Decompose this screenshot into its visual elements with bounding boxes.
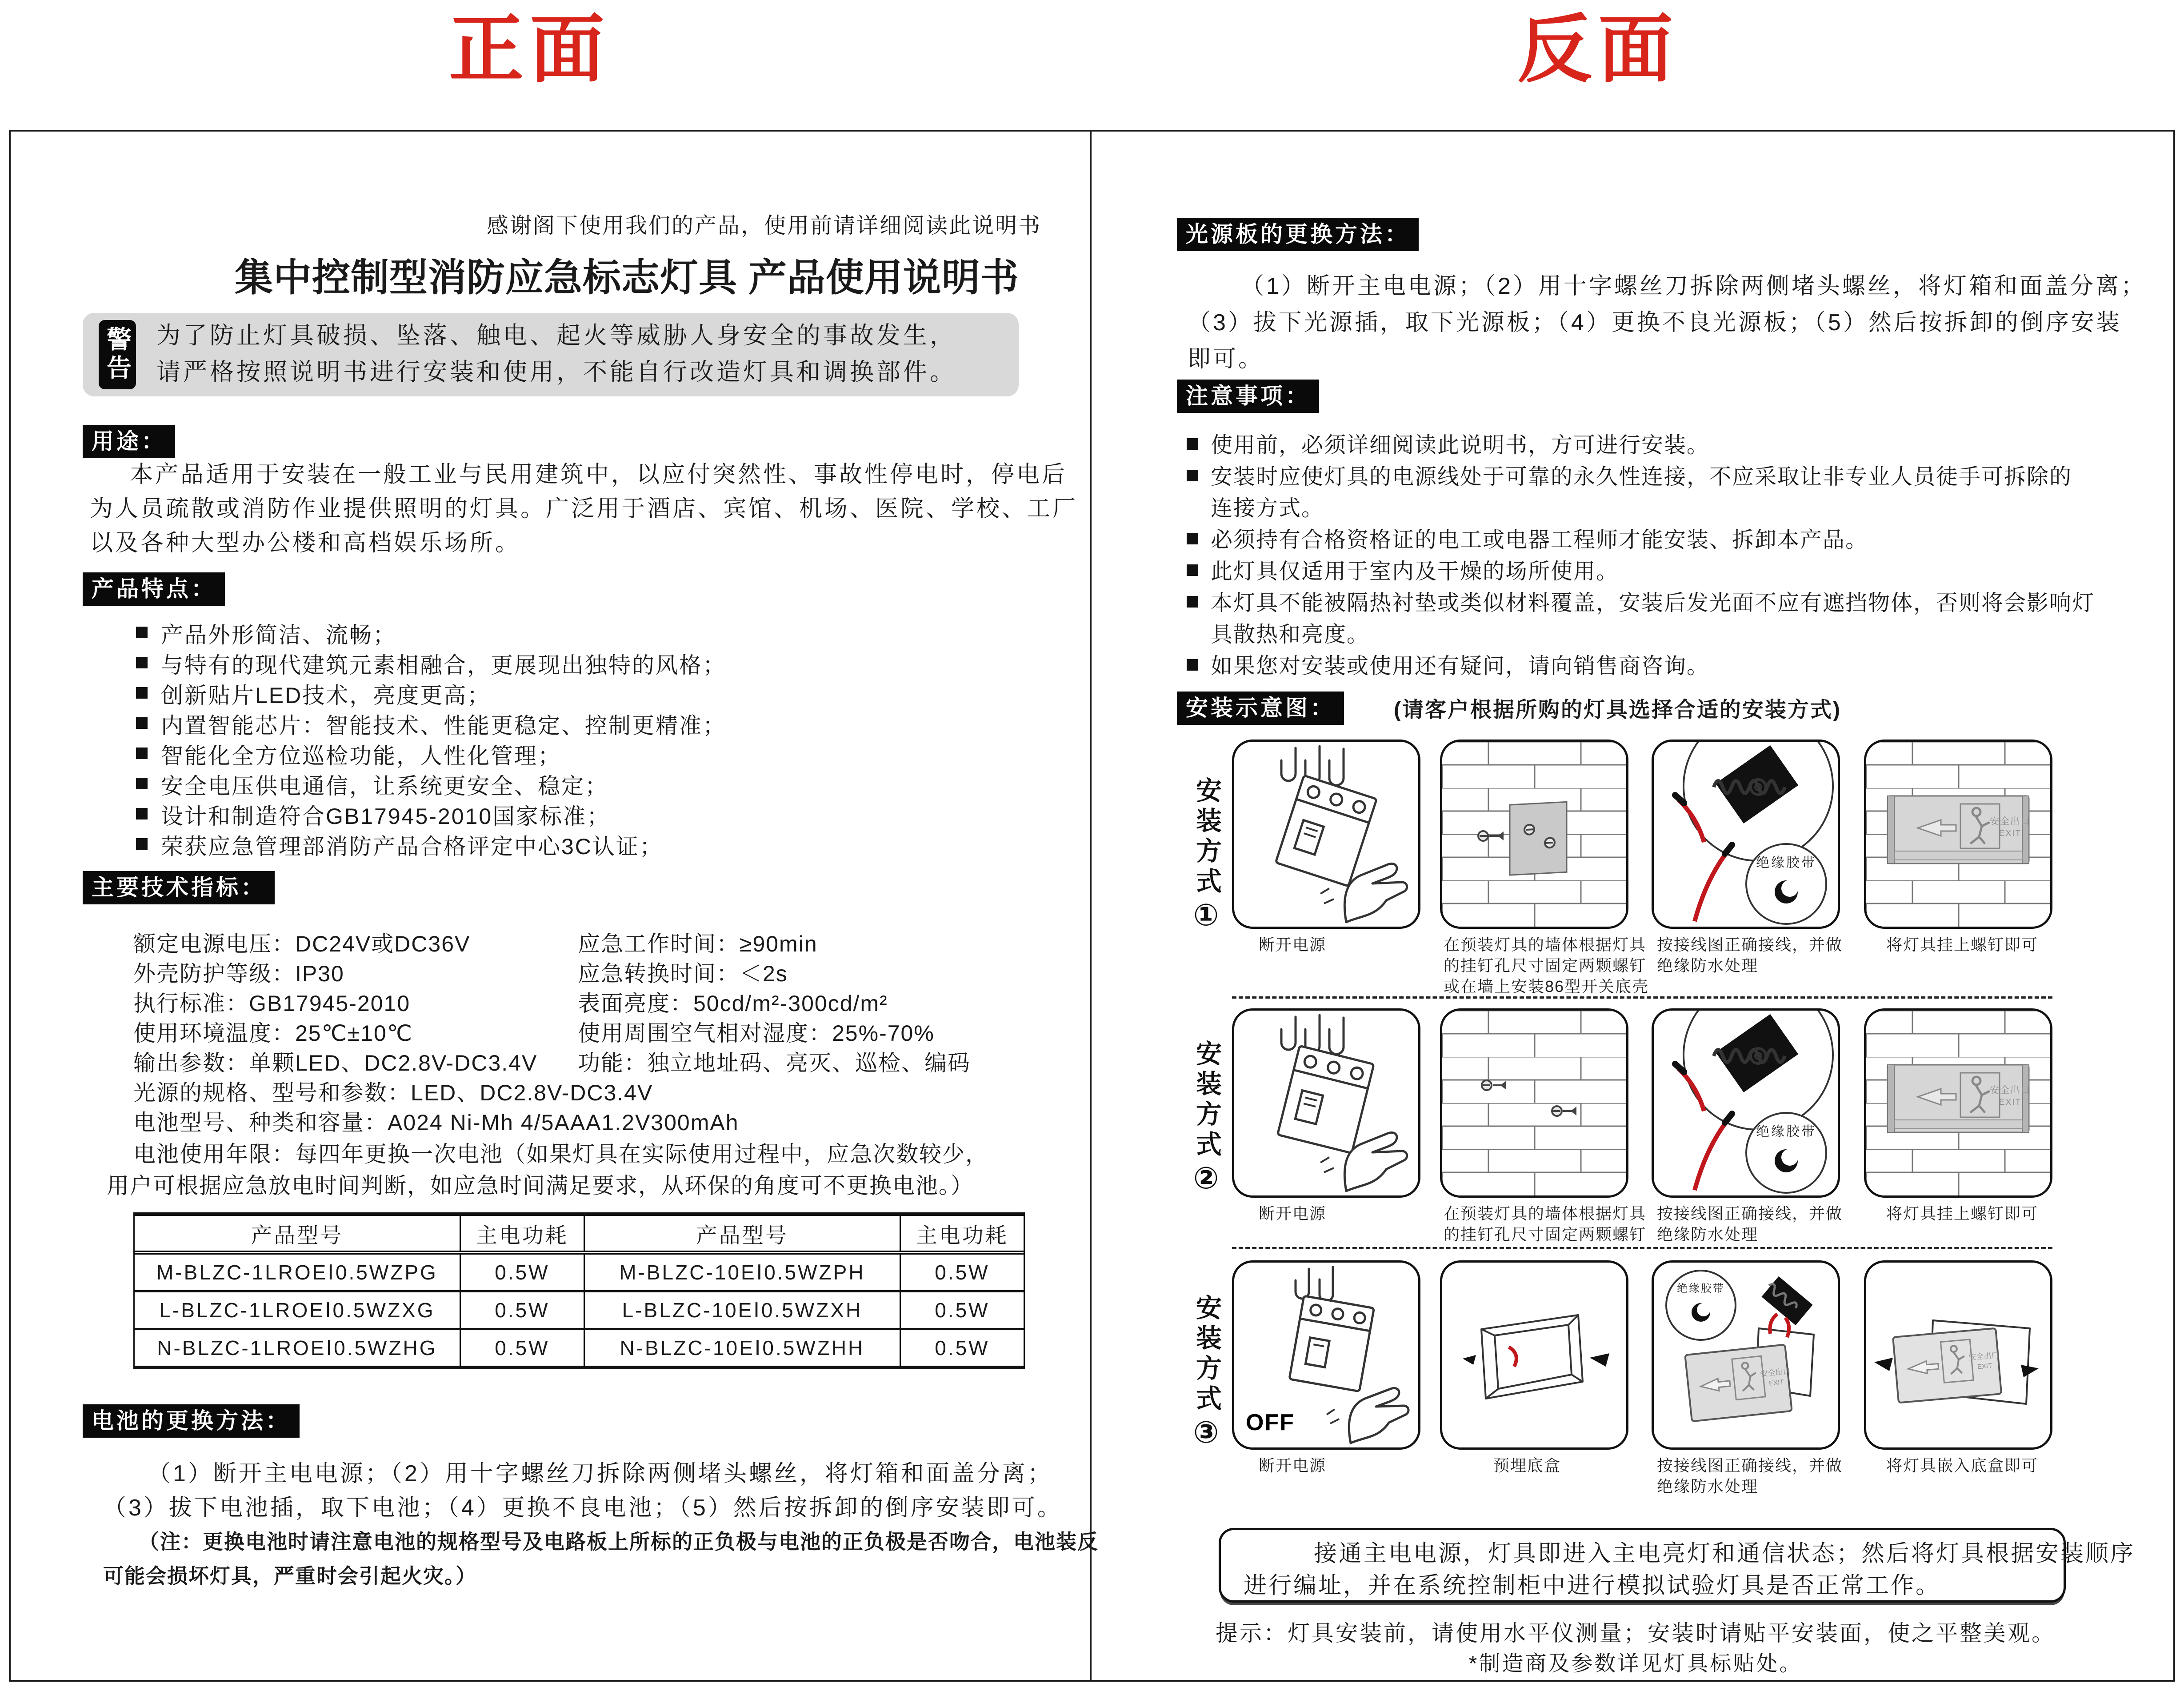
manual-title: 集中控制型消防应急标志灯具 产品使用说明书 [235,256,1019,299]
table-cell: 0.5W [460,1292,584,1328]
bullet-square-icon [136,748,148,759]
panel-caption: 的挂钉孔尺寸固定两颗螺钉 [1444,956,1647,975]
warning-icon: 警告 [99,320,136,389]
section-label-specs: 主要技术指标： [83,871,275,904]
source-board-line: （1）断开主电电源；（2）用十字螺丝刀拆除两侧堵头螺丝，将灯箱和面盖分离； [1241,273,2146,299]
spec-item: 输出参数：单颗LED、DC2.8V-DC3.4V [133,1051,538,1075]
feature-item: 安全电压供电通信，让系统更安全、稳定； [161,774,608,799]
panel-caption: 按接线图正确接线，并做 [1657,1456,1843,1475]
section-label-battery: 电池的更换方法： [83,1404,300,1438]
exit-sign-wall-illustration [1866,742,2050,927]
commissioning-line: 进行编址，并在系统控制柜中进行模拟试验灯具是否正常工作。 [1244,1573,1941,1599]
bullet-square-icon [1187,470,1198,481]
back-page-title: 反面 [1517,8,1679,91]
diagram-breaker-off-panel [1232,1260,1420,1450]
caution-line: 安装时应使灯具的电源线处于可靠的永久性连接，不应采取让非专业人员徒手可拆除的 [1211,465,2072,489]
bullet-square-icon [1187,564,1198,576]
diagram-wiring-embed-panel [1652,1260,1840,1450]
section-label-features: 产品特点： [83,572,225,606]
wall-plate-illustration [1442,742,1626,927]
usage-line: 本产品适用于安装在一般工业与民用建筑中，以应付突然性、事故性停电时，停电后 [130,462,1068,488]
spec-item: 使用周围空气相对湿度：25%-70% [578,1021,935,1046]
sign-text-cn: 安全出口 [1990,1085,2031,1095]
install-method-1-label [1188,777,1225,937]
diagram-wiring-tape-panel [1652,1008,1840,1198]
source-board-line: 即可。 [1188,346,1264,372]
feature-item: 与特有的现代建筑元素相融合，更展现出独特的风格； [161,653,726,678]
panel-caption: 将灯具挂上螺钉即可 [1886,1204,2039,1223]
diagram-breaker-panel [1232,740,1420,929]
table-cell: L-BLZC-10EⅠ0.5WZXH [584,1292,900,1328]
sign-text-en: EXIT [1999,1098,2022,1107]
install-method-text: 安装方式 [1192,777,1221,898]
install-method-3-label [1188,1294,1225,1455]
section-label-cautions: 注意事项： [1177,380,1319,413]
battery-step-line: （3）拔下电池插，取下电池；（4）更换不良电池；（5）然后按拆卸的倒序安装即可。 [103,1495,1063,1521]
table-cell: L-BLZC-1LROEⅠ0.5WZXG [159,1299,435,1322]
row-divider-dashed [1232,1247,2052,1249]
sign-text-en: EXIT [1999,829,2022,838]
sign-text-en: EXIT [1977,1362,1992,1371]
table-header-cell: 主电功耗 [900,1216,1024,1251]
tape-circle-label: 绝缘胶带 [1677,1283,1725,1295]
spec-item: 表面亮度：50cd/m²-300cd/m² [578,991,888,1016]
sign-text-cn: 安全出口 [1760,1367,1791,1379]
tape-circle-label: 绝缘胶带 [1756,1124,1816,1139]
warning-text-line2: 请严格按照说明书进行安装和使用，不能自行改造灯具和调换部件。 [156,359,956,385]
table-row [135,1328,1024,1366]
spec-item: 电池使用年限：每四年更换一次电池（如果灯具在实际使用过程中，应急次数较少， [133,1142,988,1167]
page-divider [1090,130,1092,1680]
usage-line: 以及各种大型办公楼和高档娱乐场所。 [90,530,521,556]
diagram-recessed-box-panel [1440,1260,1628,1450]
exit-sign-wall-illustration [1866,1011,2050,1195]
table-cell: 0.5W [460,1255,584,1290]
panel-caption: 在预装灯具的墙体根据灯具 [1444,935,1647,954]
diagram-mounted-sign-panel [1864,740,2052,929]
table-header-cell: 主电功耗 [460,1216,584,1251]
table-cell: 0.5W [900,1330,1024,1366]
bullet-square-icon [136,687,148,699]
wire-taping-illustration [1654,742,1838,927]
bullet-square-icon [136,778,148,789]
battery-note-line: （注：更换电池时请注意电池的规格型号及电路板上所标的正负极与电池的正负极是否吻合，电池装反 [139,1530,1099,1553]
bullet-square-icon [136,808,148,820]
caution-line: 本灯具不能被隔热衬垫或类似材料覆盖，安装后发光面不应有遮挡物体，否则将会影响灯 [1211,591,2095,615]
spec-item: 用户可根据应急放电时间判断，如应急时间满足要求，从环保的角度可不更换电池。） [107,1173,974,1198]
section-label-source-board: 光源板的更换方法： [1177,218,1419,251]
panel-caption: 断开电源 [1259,1456,1327,1475]
install-method-number: ③ [1189,1415,1223,1455]
bullet-square-icon [1187,596,1198,608]
install-method-number: ① [1189,898,1223,937]
bullet-square-icon [136,657,148,668]
bullet-square-icon [136,627,148,638]
thanks-note: 感谢阁下使用我们的产品，使用前请详细阅读此说明书 [487,214,1042,238]
usage-line: 为人员疏散或消防作业提供照明的灯具。广泛用于酒店、宾馆、机场、医院、学校、工厂 [90,496,1078,522]
feature-item: 设计和制造符合GB17945-2010国家标准； [161,804,611,829]
warning-text-line1: 为了防止灯具破损、坠落、触电、起火等威胁人身安全的事故发生， [156,322,956,349]
install-method-text: 安装方式 [1192,1294,1221,1415]
feature-item: 荣获应急管理部消防产品合格评定中心3C认证； [161,834,663,859]
caution-line: 此灯具仅适用于室内及干燥的场所使用。 [1211,560,1619,584]
diagram-wiring-tape-panel [1652,740,1840,929]
diagram-wall-plate-panel [1440,740,1628,929]
tape-circle-label: 绝缘胶带 [1756,855,1816,870]
spec-item: 执行标准：GB17945-2010 [133,991,411,1016]
panel-caption: 绝缘防水处理 [1657,956,1759,975]
footnote-line: *制造商及参数详见灯具标贴处。 [1468,1652,1803,1675]
install-method-number: ② [1189,1161,1223,1200]
spec-item: 光源的规格、型号和参数：LED、DC2.8V-DC3.4V [133,1080,653,1105]
model-power-table [133,1212,1025,1369]
caution-line: 连接方式。 [1211,496,1324,520]
caution-line: 具散热和亮度。 [1211,623,1370,647]
table-cell: 0.5W [900,1292,1024,1328]
feature-item: 内置智能芯片：智能技术、性能更稳定、控制更精准； [161,713,726,738]
table-row [135,1255,1024,1290]
bullet-square-icon [136,717,148,729]
caution-line: 如果您对安装或使用还有疑问，请向销售商咨询。 [1211,654,1710,678]
table-cell: M-BLZC-10EⅠ0.5WZPH [584,1255,900,1290]
diagram-wall-screws-panel [1440,1008,1628,1198]
table-cell: 0.5W [900,1255,1024,1290]
install-subtitle: (请客户根据所购的灯具选择合适的安装方式) [1394,698,1841,722]
diagram-embed-sign-panel [1864,1260,2052,1450]
spec-item: 额定电源电压：DC24V或DC36V [133,931,471,956]
table-cell: 0.5W [460,1330,584,1366]
wire-taping-illustration [1654,1011,1838,1195]
feature-item: 产品外形简洁、流畅； [161,623,396,648]
spec-item: 使用环境温度：25℃±10℃ [133,1021,413,1046]
panel-caption: 绝缘防水处理 [1657,1225,1759,1243]
bullet-square-icon [1187,438,1198,450]
spec-item: 外壳防护等级：IP30 [133,961,344,986]
spec-item: 应急工作时间：≥90min [578,931,818,956]
install-method-2-label [1188,1040,1225,1200]
section-label-install: 安装示意图： [1177,692,1344,725]
panel-caption: 的挂钉孔尺寸固定两颗螺钉 [1444,1225,1647,1243]
breaker-off-illustration [1234,1011,1418,1195]
wall-screws-illustration [1442,1011,1626,1195]
sign-text-cn: 安全出口 [1990,816,2031,827]
embed-sign-illustration [1866,1263,2050,1447]
spec-item: 应急转换时间：＜2s [578,961,788,986]
section-label-usage: 用途： [83,425,175,458]
sign-text-cn: 安全出口 [1968,1351,2000,1362]
panel-caption: 将灯具嵌入底盒即可 [1886,1456,2039,1475]
bullet-square-icon [1187,659,1198,671]
table-cell: N-BLZC-1LROEⅠ0.5WZHG [157,1336,437,1359]
panel-caption: 将灯具挂上螺钉即可 [1886,935,2039,954]
panel-caption: 按接线图正确接线，并做 [1657,935,1843,954]
wire-taping-embed-illustration [1654,1263,1838,1447]
commissioning-line: 接通主电电源，灯具即进入主电亮灯和通信状态；然后将灯具根据安装顺序 [1314,1541,2136,1567]
panel-caption: 断开电源 [1259,935,1327,954]
panel-caption: 按接线图正确接线，并做 [1657,1204,1843,1223]
diagram-mounted-sign-panel [1864,1008,2052,1198]
panel-caption: 绝缘防水处理 [1657,1477,1759,1495]
caution-line: 必须持有合格资格证的电工或电器工程师才能安装、拆卸本产品。 [1211,528,1868,552]
table-header-row [135,1216,1024,1255]
sign-text-en: EXIT [1768,1378,1784,1387]
panel-caption: 断开电源 [1259,1204,1327,1223]
diagram-breaker-panel [1232,1008,1420,1198]
bullet-square-icon [136,838,148,850]
battery-step-line: （1）断开主电电源；（2）用十字螺丝刀拆除两侧堵头螺丝，将灯箱和面盖分离； [148,1461,1053,1487]
tip-line: 提示：灯具安装前，请使用水平仪测量；安装时请贴平安装面，使之平整美观。 [1216,1621,2056,1646]
recessed-box-illustration [1442,1263,1626,1447]
caution-line: 使用前，必须详细阅读此说明书，方可进行安装。 [1211,433,1710,457]
off-label: OFF [1246,1410,1295,1435]
panel-caption: 或在墙上安装86型开关底壳 [1444,977,1649,995]
source-board-line: （3）拔下光源插，取下光源板；（4）更换不良光源板；（5）然后按拆卸的倒序安装 [1188,310,2122,336]
table-header-cell: 产品型号 [584,1216,900,1251]
row-divider-dashed [1232,996,2052,999]
table-header-cell: 产品型号 [251,1223,344,1247]
table-cell: M-BLZC-1LROEⅠ0.5WZPG [156,1261,438,1284]
feature-item: 智能化全方位巡检功能，人性化管理； [161,744,561,768]
panel-caption: 预埋底盒 [1493,1456,1561,1475]
battery-note-line: 可能会损坏灯具，严重时会引起火灾。） [103,1564,477,1587]
table-cell: N-BLZC-10EⅠ0.5WZHH [584,1330,900,1366]
spec-item: 功能：独立地址码、亮灭、巡检、编码 [578,1051,971,1075]
spec-item: 电池型号、种类和容量：A024 Ni-Mh 4/5AAA1.2V300mAh [133,1110,739,1135]
breaker-off-illustration [1234,742,1418,927]
front-page-title: 正面 [449,8,611,91]
feature-item: 创新贴片LED技术，亮度更高； [161,683,491,708]
bullet-square-icon [1187,533,1198,544]
table-row [135,1290,1024,1328]
install-method-text: 安装方式 [1192,1040,1221,1161]
panel-caption: 在预装灯具的墙体根据灯具 [1444,1204,1647,1223]
